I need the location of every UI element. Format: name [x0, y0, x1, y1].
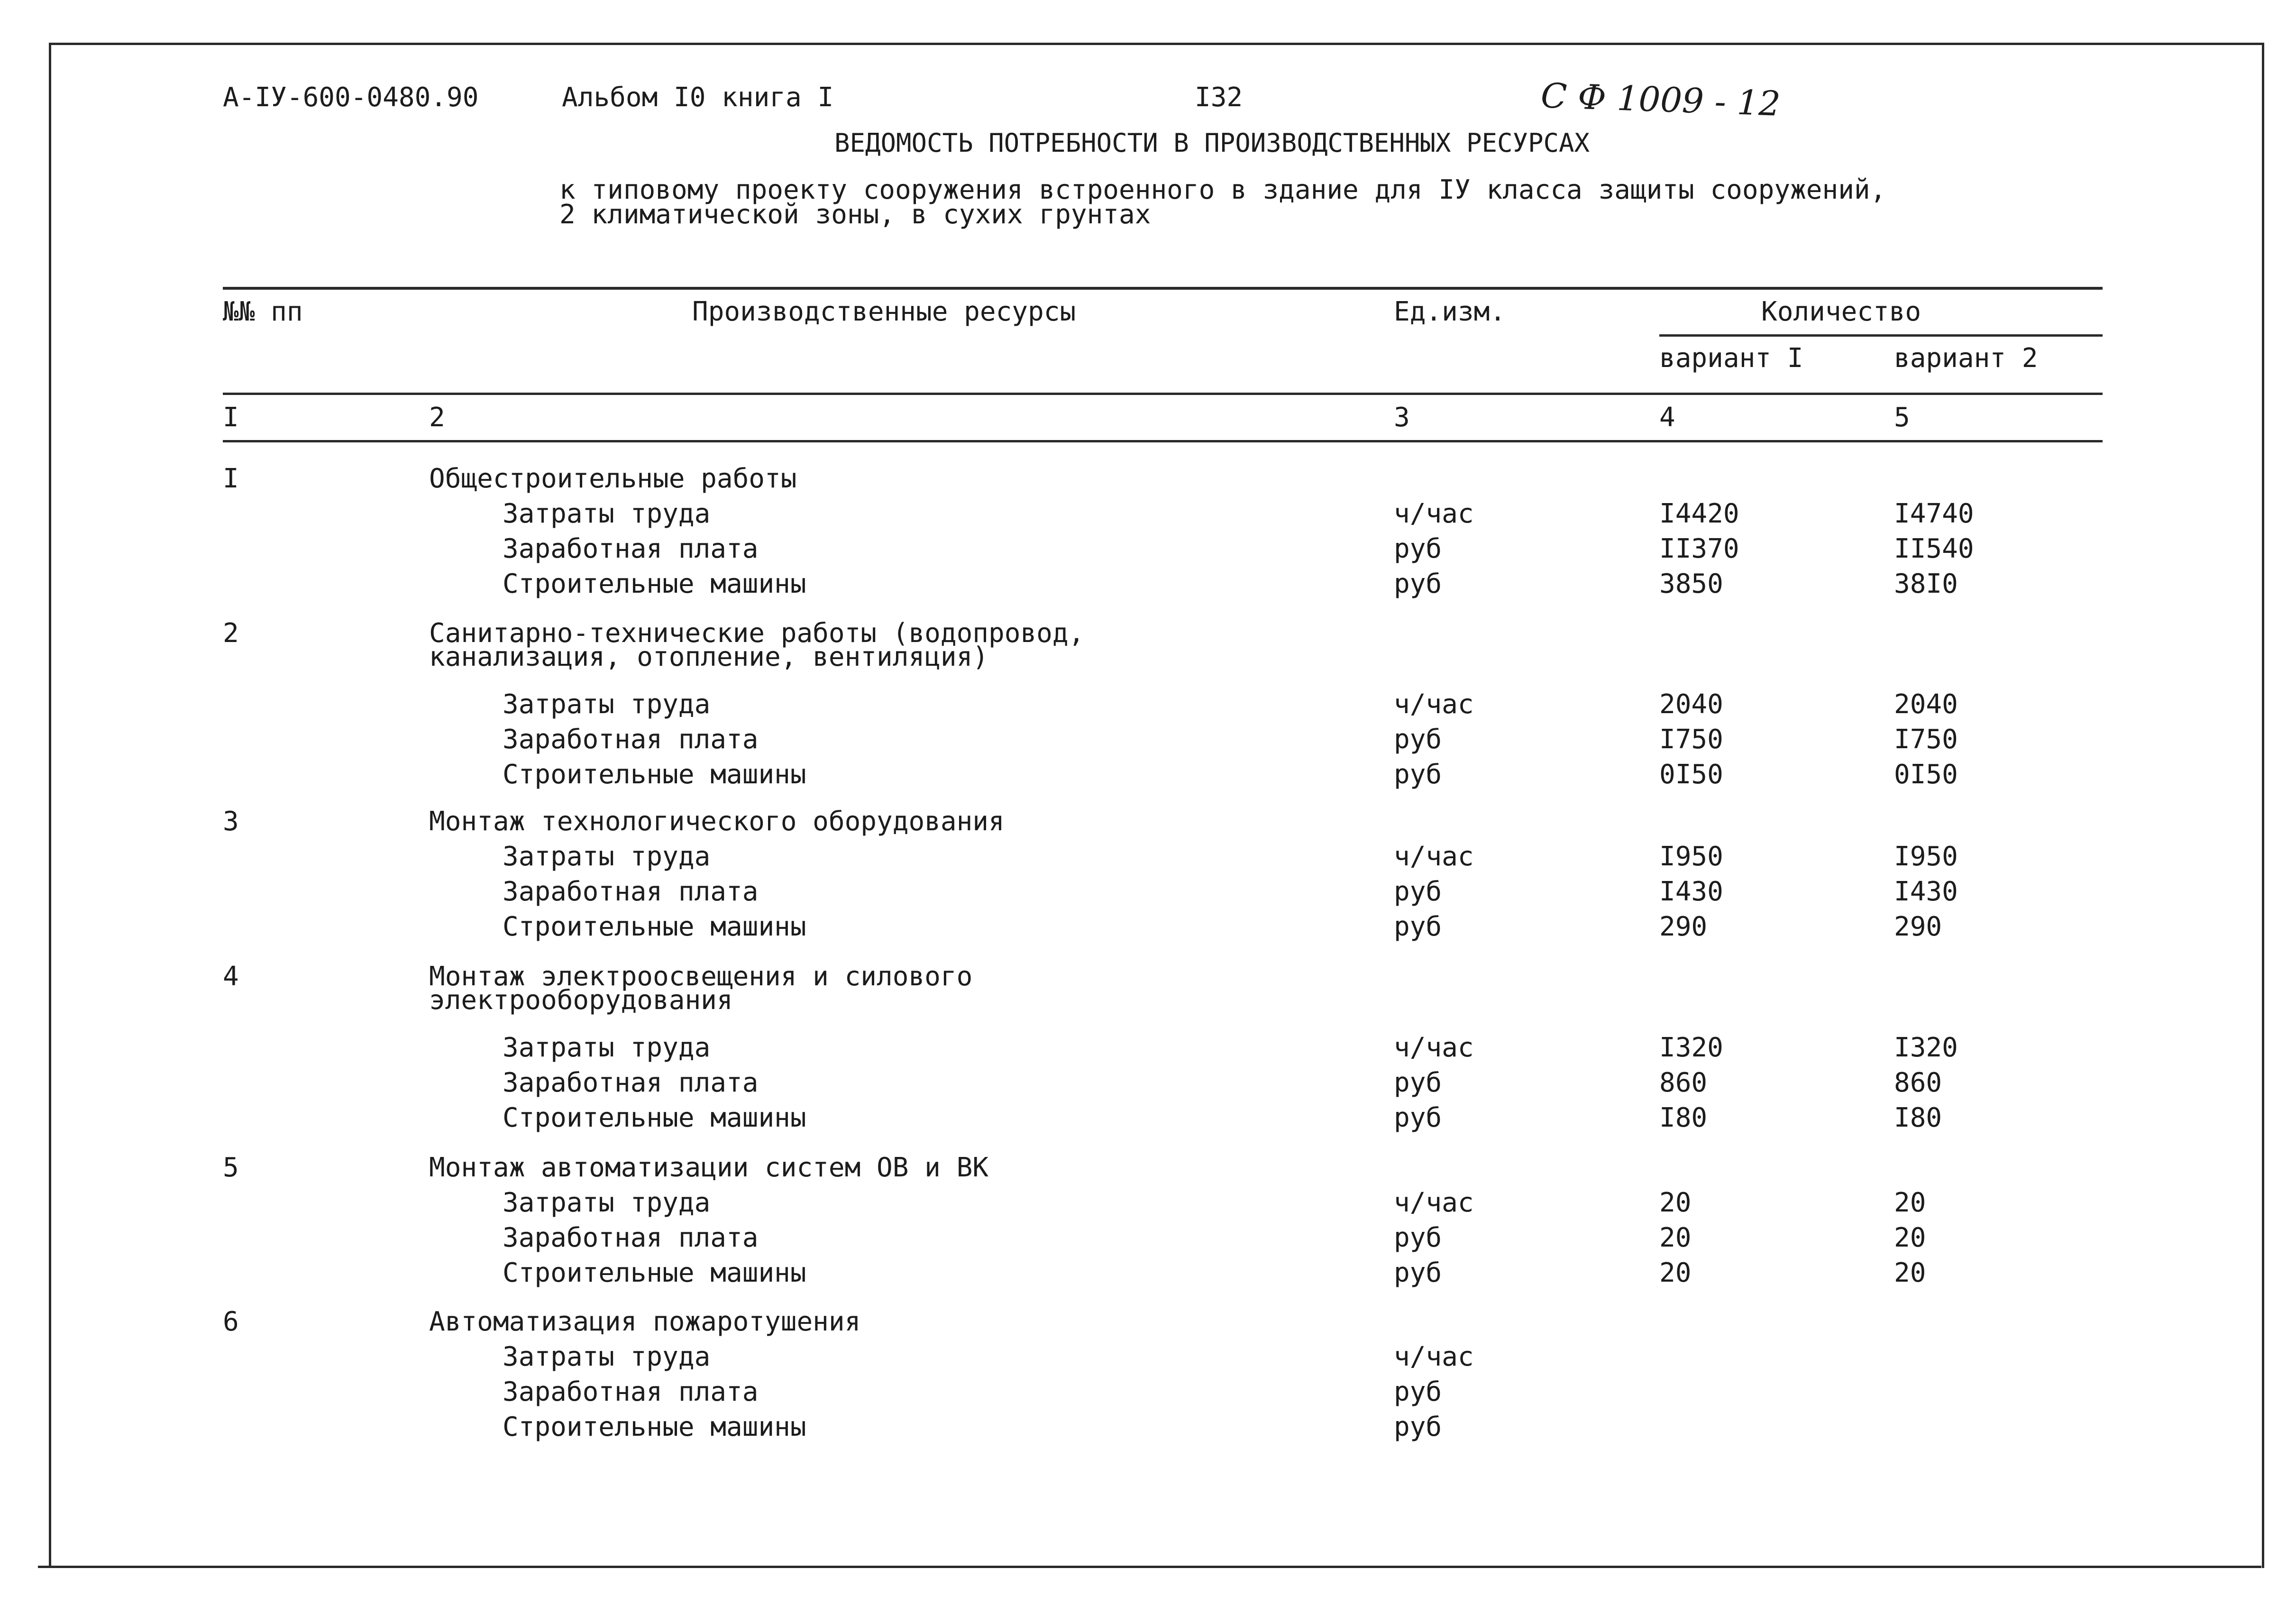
variant2-value: 20 [1894, 1187, 1926, 1218]
variant2-value: 290 [1894, 911, 1942, 942]
unit-cell: ч/час [1394, 498, 1474, 529]
column-header-num: №№ пп [223, 296, 303, 327]
section-number: 5 [223, 1152, 239, 1183]
variant2-value: 860 [1894, 1067, 1942, 1098]
column-header-quantity: Количество [1761, 296, 1921, 327]
resource-name: Строительные машины [503, 1412, 806, 1442]
variant2-value: I750 [1894, 724, 1958, 755]
variant1-value: II370 [1659, 533, 1739, 564]
unit-cell: руб [1394, 724, 1442, 755]
variant2-value: 38I0 [1894, 569, 1958, 599]
subtitle-line: к типовому проекту сооружения встроенного в здание для IУ класса защиты сооружений, [559, 174, 1886, 205]
unit-cell: руб [1394, 1067, 1442, 1098]
resource-name: Строительные машины [503, 1257, 806, 1288]
variant1-value: 2040 [1659, 689, 1723, 720]
unit-cell: руб [1394, 1376, 1442, 1407]
section-title: Монтаж технологического оборудования [429, 806, 1005, 837]
resource-name: Затраты труда [503, 1032, 711, 1063]
column-number: 4 [1659, 402, 1675, 433]
variant1-value: I430 [1659, 876, 1723, 907]
column-header-variant2: вариант 2 [1894, 343, 2038, 374]
resource-name: Строительные машины [503, 911, 806, 942]
resource-name: Строительные машины [503, 759, 806, 790]
column-numbers-rule [223, 440, 2103, 442]
unit-cell: руб [1394, 533, 1442, 564]
unit-cell: руб [1394, 569, 1442, 599]
variant1-value: 20 [1659, 1187, 1692, 1218]
column-number: 2 [429, 402, 445, 433]
document-subtitle [559, 174, 1886, 230]
section-number: 6 [223, 1306, 239, 1337]
document-code: А-IУ-600-0480.90 [223, 82, 479, 113]
section-title: Общестроительные работы [429, 463, 797, 494]
variant1-value: 3850 [1659, 569, 1723, 599]
resource-name: Затраты труда [503, 689, 711, 720]
resource-name: Затраты труда [503, 841, 711, 872]
unit-cell: руб [1394, 911, 1442, 942]
variant2-value: I320 [1894, 1032, 1958, 1063]
variant1-value: 0I50 [1659, 759, 1723, 790]
column-number: 3 [1394, 402, 1410, 433]
variant1-value: 20 [1659, 1222, 1692, 1253]
section-number: 2 [223, 618, 239, 649]
resource-name: Строительные машины [503, 1102, 806, 1133]
variant1-value: 290 [1659, 911, 1708, 942]
section-number: I [223, 463, 239, 494]
resource-name: Затраты труда [503, 1341, 711, 1372]
subtitle-line: 2 климатической зоны, в сухих грунтах [559, 199, 1151, 230]
variant1-value: I80 [1659, 1102, 1708, 1133]
variant2-value: 0I50 [1894, 759, 1958, 790]
variant2-value: I80 [1894, 1102, 1942, 1133]
section-title: Монтаж электроосвещения и силового [429, 961, 973, 992]
variant2-value: II540 [1894, 533, 1974, 564]
quantity-subheader-rule [1659, 334, 2103, 337]
variant1-value: I4420 [1659, 498, 1739, 529]
document-title: ВЕДОМОСТЬ ПОТРЕБНОСТИ В ПРОИЗВОДСТВЕННЫХ РЕСУРСАХ [834, 128, 1590, 158]
table-top-rule [223, 287, 2103, 290]
handwritten-code: С Ф 1009 - 12 [1540, 75, 1781, 124]
section-number: 4 [223, 961, 239, 992]
variant2-value: 20 [1894, 1257, 1926, 1288]
unit-cell: ч/час [1394, 1032, 1474, 1063]
section-title: Санитарно-технические работы (водопровод, [429, 618, 1085, 649]
unit-cell: ч/час [1394, 1187, 1474, 1218]
resource-name: Заработная плата [503, 724, 759, 755]
page-frame [49, 43, 2264, 1568]
section-title: Монтаж автоматизации систем ОВ и ВК [429, 1152, 989, 1183]
variant1-value: 860 [1659, 1067, 1708, 1098]
variant2-value: I950 [1894, 841, 1958, 872]
column-number: 5 [1894, 402, 1910, 433]
page-number: I32 [1195, 82, 1243, 113]
column-header-unit: Ед.изм. [1394, 296, 1506, 327]
variant1-value: I320 [1659, 1032, 1723, 1063]
resource-name: Заработная плата [503, 1376, 759, 1407]
unit-cell: ч/час [1394, 689, 1474, 720]
variant1-value: I750 [1659, 724, 1723, 755]
resource-name: Затраты труда [503, 1187, 711, 1218]
unit-cell: руб [1394, 1222, 1442, 1253]
section-title: электрооборудования [429, 985, 733, 1016]
resource-name: Строительные машины [503, 569, 806, 599]
unit-cell: руб [1394, 876, 1442, 907]
variant1-value: I950 [1659, 841, 1723, 872]
unit-cell: ч/час [1394, 841, 1474, 872]
resource-name: Заработная плата [503, 876, 759, 907]
section-title: канализация, отопление, вентиляция) [429, 642, 989, 672]
unit-cell: руб [1394, 1412, 1442, 1442]
section-title: Автоматизация пожаротушения [429, 1306, 861, 1337]
resource-name: Заработная плата [503, 533, 759, 564]
variant2-value: 2040 [1894, 689, 1958, 720]
column-header-resources: Производственные ресурсы [692, 296, 1076, 327]
unit-cell: руб [1394, 1102, 1442, 1133]
album-label: Альбом I0 книга I [562, 82, 834, 113]
unit-cell: руб [1394, 759, 1442, 790]
column-header-variant1: вариант I [1659, 343, 1803, 374]
variant1-value: 20 [1659, 1257, 1692, 1288]
resource-name: Затраты труда [503, 498, 711, 529]
resource-name: Заработная плата [503, 1222, 759, 1253]
page-bottom-border [38, 1566, 2261, 1568]
variant2-value: 20 [1894, 1222, 1926, 1253]
unit-cell: руб [1394, 1257, 1442, 1288]
section-number: 3 [223, 806, 239, 837]
header-bottom-rule [223, 393, 2103, 395]
unit-cell: ч/час [1394, 1341, 1474, 1372]
column-number: I [223, 402, 239, 433]
resource-name: Заработная плата [503, 1067, 759, 1098]
variant2-value: I430 [1894, 876, 1958, 907]
variant2-value: I4740 [1894, 498, 1974, 529]
